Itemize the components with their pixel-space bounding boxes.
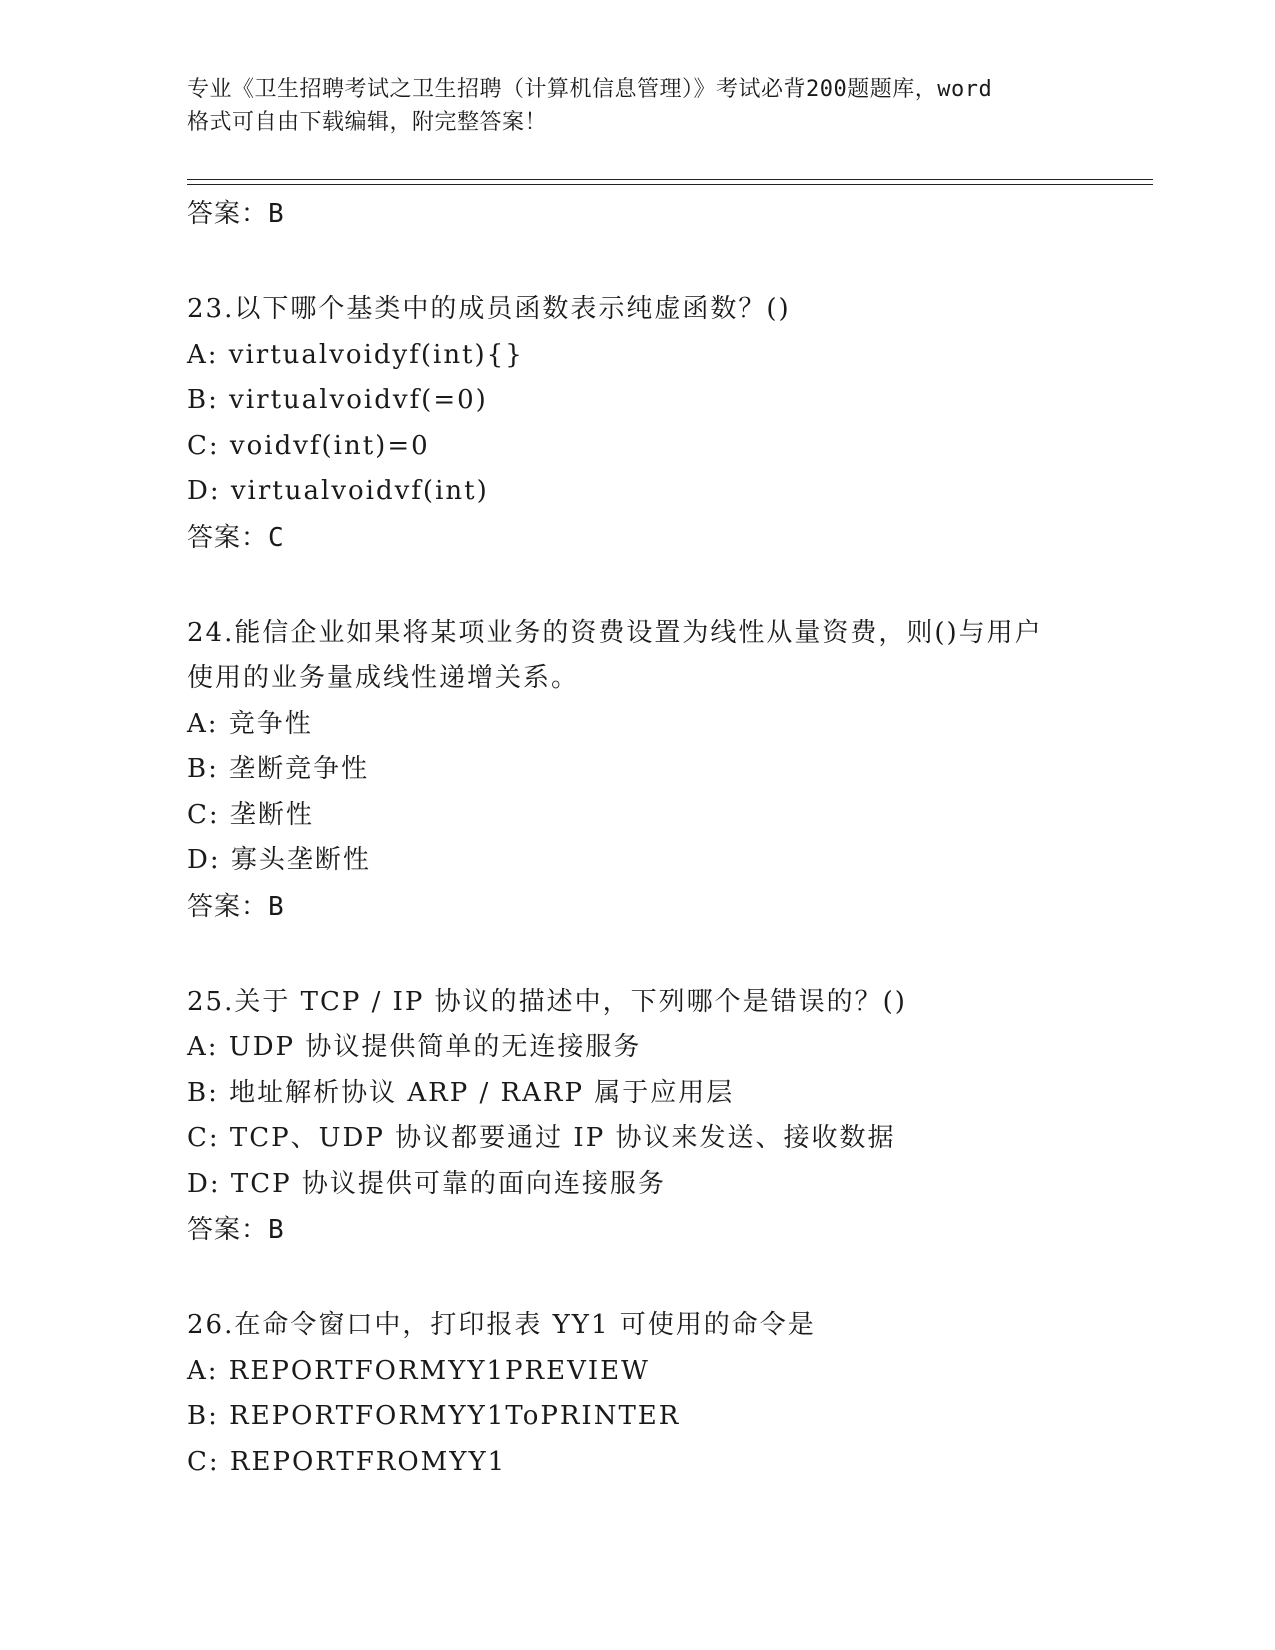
option-b: B: 地址解析协议 ARP / RARP 属于应用层 <box>187 1077 735 1108</box>
question-stem: 25.关于 TCP / IP 协议的描述中，下列哪个是错误的？() <box>187 986 907 1017</box>
option-a: A: UDP 协议提供简单的无连接服务 <box>187 1032 642 1062</box>
question-stem: 24.能信企业如果将某项业务的资费设置为线性从量资费，则()与用户 <box>187 617 1043 648</box>
spacer <box>187 930 1087 980</box>
question-list <box>187 191 1087 1485</box>
answer-line: 答案：B <box>187 891 285 922</box>
header-line-2: 格式可自由下载编辑，附完整答案！ <box>187 110 548 135</box>
option-b: B: 垄断竞争性 <box>187 754 370 784</box>
spacer <box>187 237 1087 287</box>
option-c: C: voidvf(int)=0 <box>187 430 430 461</box>
header-divider-bottom <box>187 184 1153 185</box>
document-header <box>187 73 1087 139</box>
option-a: A: virtualvoidyf(int){} <box>187 339 524 370</box>
question-stem: 26.在命令窗口中，打印报表 YY1 可使用的命令是 <box>187 1310 816 1340</box>
answer-line: 答案：B <box>187 199 285 229</box>
option-a: A: 竞争性 <box>187 708 313 739</box>
question-stem-continued: 使用的业务量成线性递增关系。 <box>187 663 580 693</box>
spacer <box>187 561 1087 611</box>
question-stem: 23.以下哪个基类中的成员函数表示纯虚函数？() <box>187 294 791 324</box>
header-divider-top <box>187 179 1153 180</box>
question-block <box>187 980 1087 1254</box>
spacer <box>187 1253 1087 1303</box>
option-c: C: 垄断性 <box>187 799 314 830</box>
answer-line: 答案：B <box>187 1215 285 1245</box>
option-b: B: virtualvoidvf(=0) <box>187 385 488 415</box>
question-block <box>187 287 1087 561</box>
option-d: D: virtualvoidvf(int) <box>187 476 489 506</box>
question-block <box>187 611 1087 930</box>
option-d: D: 寡头垄断性 <box>187 845 371 875</box>
option-a: A: REPORTFORMYY1PREVIEW <box>187 1355 650 1386</box>
option-c: C: REPORTFROMYY1 <box>187 1446 507 1477</box>
option-b: B: REPORTFORMYY1ToPRINTER <box>187 1401 681 1431</box>
answer-line: 答案：C <box>187 522 285 553</box>
option-d: D: TCP 协议提供可靠的面向连接服务 <box>187 1168 666 1199</box>
option-c: C: TCP、UDP 协议都要通过 IP 协议来发送、接收数据 <box>187 1123 896 1153</box>
question-block <box>187 1303 1087 1485</box>
header-line-1: 专业《卫生招聘考试之卫生招聘（计算机信息管理）》考试必背200题题库，word <box>187 77 993 102</box>
